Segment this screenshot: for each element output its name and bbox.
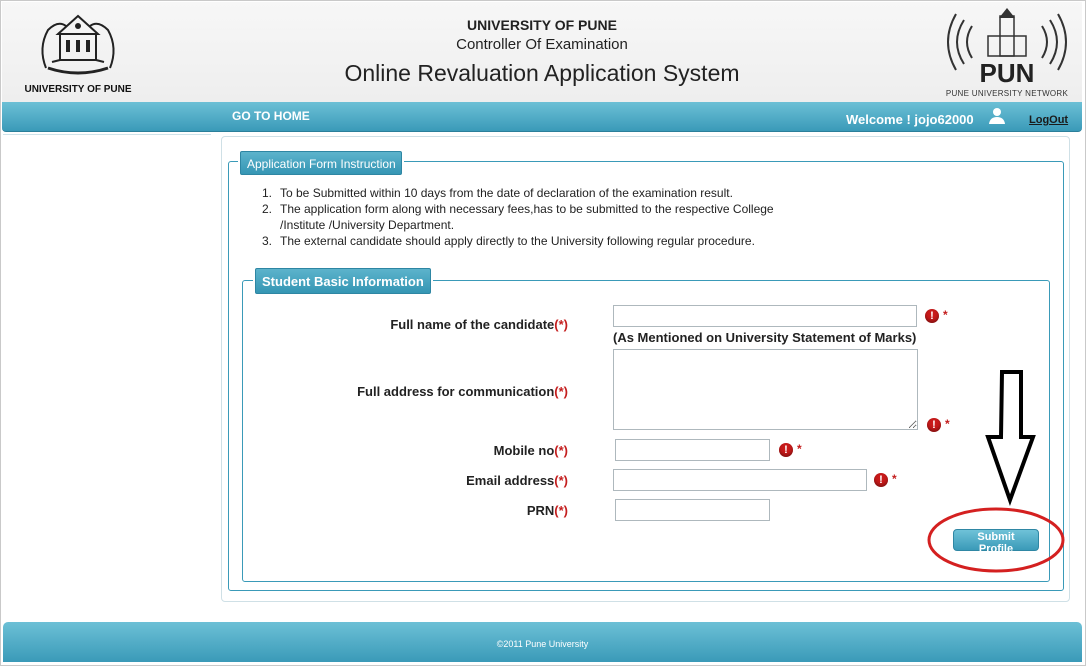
- email-label: Email address(*): [466, 473, 568, 488]
- submit-profile-button[interactable]: Submit Profile: [953, 529, 1039, 551]
- svg-text:PUN: PUN: [979, 58, 1035, 88]
- pun-logo-caption: PUNE UNIVERSITY NETWORK: [945, 89, 1069, 98]
- university-logo-caption: UNIVERSITY OF PUNE: [24, 84, 132, 95]
- instruction-item: 1. To be Submitted within 10 days from the date of declaration of the examination result.: [262, 186, 733, 200]
- instruction-list: [262, 185, 774, 249]
- required-star: *: [945, 417, 950, 431]
- header: [2, 2, 1082, 103]
- department-title: Controller Of Examination: [456, 36, 628, 53]
- sidebar: [3, 134, 211, 605]
- go-to-home-link[interactable]: GO TO HOME: [232, 109, 310, 123]
- university-logo: [24, 8, 132, 100]
- full-name-label: Full name of the candidate(*): [390, 317, 568, 332]
- required-star: *: [892, 472, 897, 486]
- address-textarea[interactable]: [613, 349, 918, 430]
- prn-label: PRN(*): [526, 503, 568, 518]
- full-name-input[interactable]: [613, 305, 917, 327]
- required-star: *: [797, 442, 802, 456]
- university-crest-icon: [28, 8, 128, 80]
- mobile-label: Mobile no(*): [493, 443, 568, 458]
- prn-input[interactable]: [615, 499, 770, 521]
- footer-copyright: ©2011 Pune University: [496, 639, 589, 649]
- error-icon: !: [927, 418, 941, 432]
- logout-link[interactable]: LogOut: [1029, 114, 1069, 126]
- footer: [3, 622, 1082, 662]
- instruction-item: 2. The application form along with necessary fees,has to be submitted to the respective College /Institute /University Department.: [262, 202, 774, 232]
- error-icon: !: [874, 473, 888, 487]
- address-label: Full address for communication(*): [357, 384, 568, 399]
- instruction-legend: Application Form Instruction: [240, 151, 402, 175]
- required-marker: (*): [554, 473, 568, 488]
- user-icon: [988, 107, 1006, 125]
- error-icon: !: [779, 443, 793, 457]
- required-marker: (*): [554, 443, 568, 458]
- required-star: *: [943, 308, 948, 322]
- email-input[interactable]: [613, 469, 867, 491]
- instruction-item: 3. The external candidate should apply directly to the University following regular procedure.: [262, 234, 755, 248]
- required-marker: (*): [554, 503, 568, 518]
- title-block: [242, 16, 842, 89]
- pun-network-logo-icon: [942, 6, 1072, 90]
- top-navbar: [2, 102, 1082, 132]
- welcome-text: Welcome ! jojo62000: [846, 112, 974, 127]
- system-title: Online Revaluation Application System: [344, 60, 740, 86]
- pun-logo: [942, 6, 1072, 100]
- required-marker: (*): [554, 317, 568, 332]
- student-info-legend: Student Basic Information: [255, 268, 431, 294]
- university-title: UNIVERSITY OF PUNE: [467, 17, 617, 33]
- required-marker: (*): [554, 384, 568, 399]
- mobile-input[interactable]: [615, 439, 770, 461]
- full-name-hint: (As Mentioned on University Statement of Marks): [613, 330, 917, 345]
- error-icon: !: [925, 309, 939, 323]
